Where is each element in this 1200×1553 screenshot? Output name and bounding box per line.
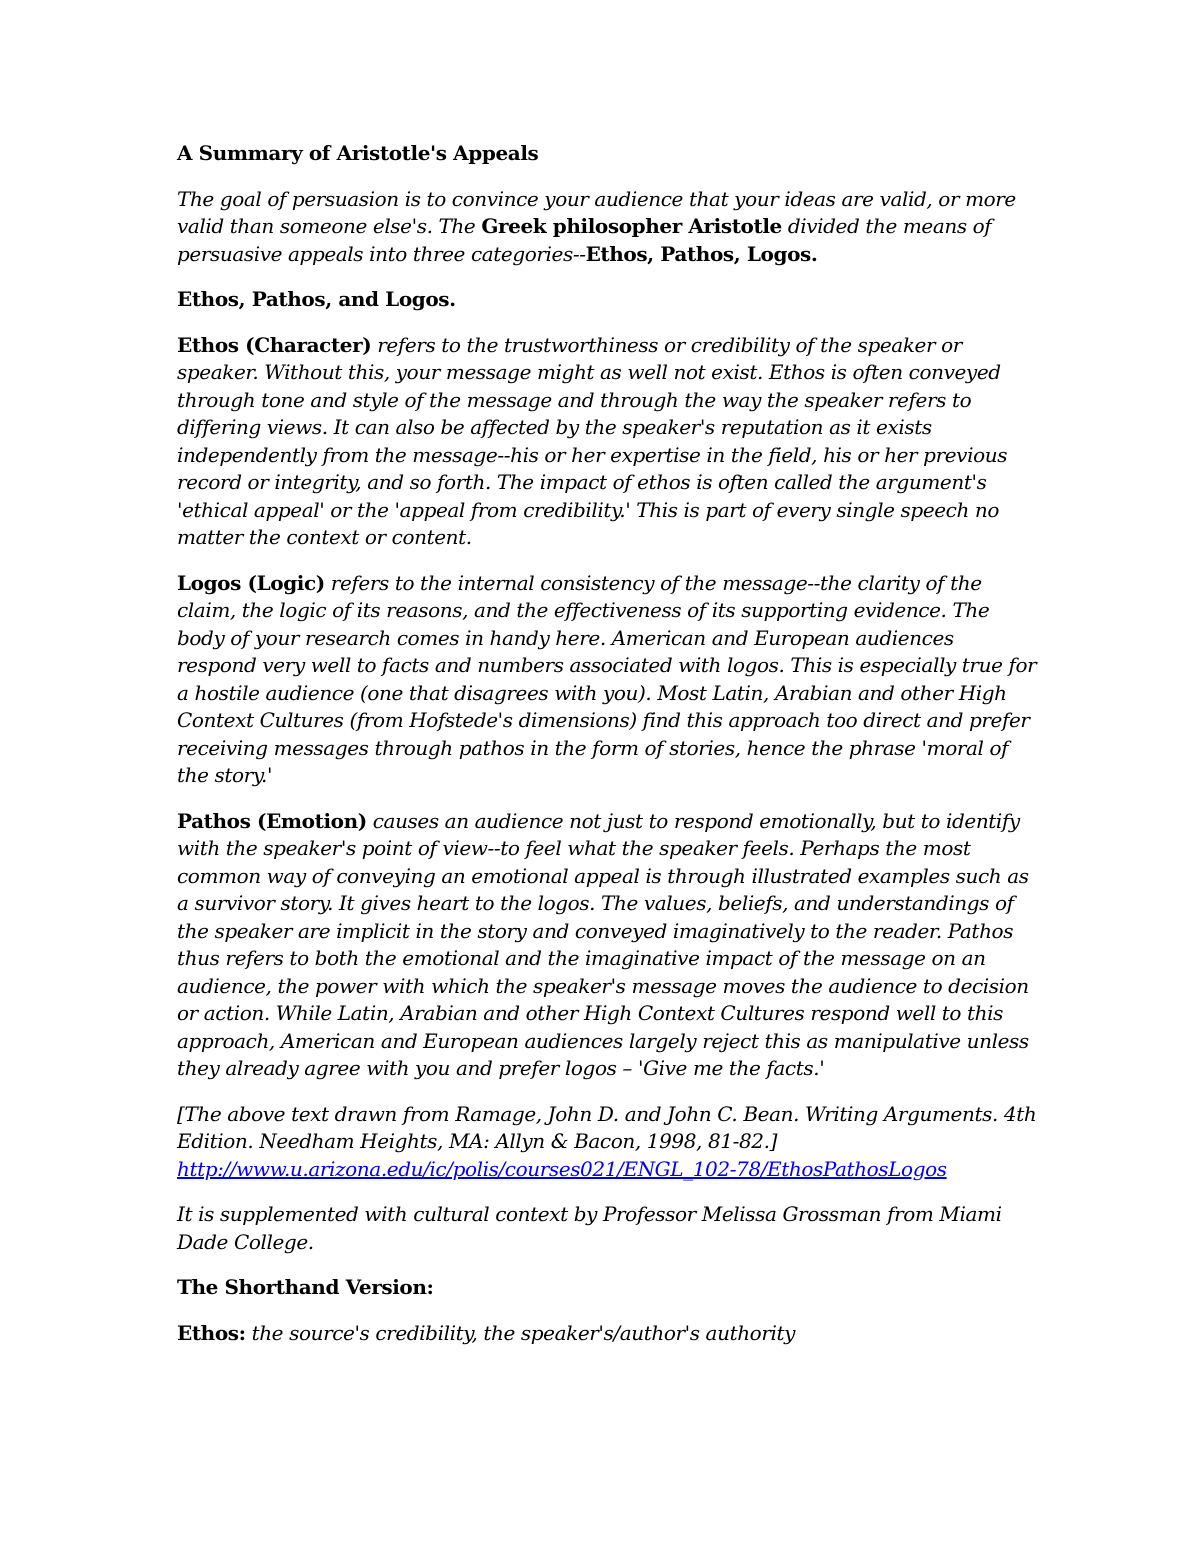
subheading: Ethos, Pathos, and Logos.	[177, 287, 456, 311]
shorthand-ethos	[177, 1320, 1037, 1348]
shorthand-heading: The Shorthand Version:	[177, 1275, 434, 1299]
ethos-text: refers to the trustworthiness or credibility of the speaker or speaker. Without this, your message might as well not exist. Ethos is often conveyed through tone and style of the message and through the way the speaker refers to differing views. It can also be affected by the speaker's reputation as it exists independently from the message--his or her expertise in the field, his or her previous record or integrity, and so forth. The impact of ethos is often called the argument's 'ethical appeal' or the 'appeal from credibility.' This is part of every single speech no matter the context or content.	[177, 332, 1008, 549]
intro-text-1: The goal of persuasion is to convince your audience that your ideas are valid, or more valid than someone else's. The	[177, 186, 1016, 238]
citation-text: [The above text drawn from Ramage, John D. and John C. Bean. Writing Arguments. 4th Edition. Needham Heights, MA: Allyn & Bacon, 1998, 81-82.]	[177, 1101, 1037, 1153]
shorthand-ethos-label: Ethos:	[177, 1320, 246, 1345]
logos-paragraph	[177, 570, 1037, 790]
citation-paragraph	[177, 1101, 1037, 1184]
shorthand-ethos-text: the source's credibility, the speaker's/author's authority	[245, 1320, 796, 1345]
pathos-text: causes an audience not just to respond emotionally, but to identify with the speaker's point of view--to feel what the speaker feels. Perhaps the most common way of conveying an emotional appeal is through illustrated examples such as a survivor story. It gives heart to the logos. The values, beliefs, and understandings of the speaker are implicit in the story and conveyed imaginatively to the reader. Pathos thus refers to both the emotional and the imaginative impact of the message on an audience, the power with which the speaker's message moves the audience to decision or action. While Latin, Arabian and other High Context Cultures respond well to this approach, American and European audiences largely reject this as manipulative unless they already agree with you and prefer logos – 'Give me the facts.'	[177, 808, 1029, 1080]
intro-paragraph	[177, 186, 1037, 269]
document-page	[177, 140, 1037, 1365]
pathos-paragraph	[177, 808, 1037, 1083]
logos-text: refers to the internal consistency of the message--the clarity of the claim, the logic of its reasons, and the effectiveness of its supporting evidence. The body of your research comes in handy here. American and European audiences respond very well to facts and numbers associated with logos. This is especially true for a hostile audience (one that disagrees with you). Most Latin, Arabian and other High Context Cultures (from Hofstede's dimensions) find this approach too direct and prefer receiving messages through pathos in the form of stories, hence the phrase 'moral of the story.'	[177, 570, 1037, 787]
logos-label: Logos (Logic)	[177, 570, 325, 595]
intro-bold-categories: Ethos, Pathos, Logos.	[585, 241, 818, 266]
supplement-paragraph: It is supplemented with cultural context by Professor Melissa Grossman from Miami Dade College.	[177, 1202, 1002, 1254]
ethos-label: Ethos (Character)	[177, 332, 372, 357]
pathos-label: Pathos (Emotion)	[177, 808, 367, 833]
source-link[interactable]: http://www.u.arizona.edu/ic/polis/courses021/ENGL_102-78/EthosPathosLogos	[177, 1156, 947, 1181]
intro-text-2: divided the means of persuasive appeals into three categories--	[177, 214, 992, 266]
document-title: A Summary of Aristotle's Appeals	[177, 141, 539, 165]
ethos-paragraph	[177, 332, 1037, 552]
intro-bold-aristotle: Greek philosopher Aristotle	[481, 214, 782, 238]
